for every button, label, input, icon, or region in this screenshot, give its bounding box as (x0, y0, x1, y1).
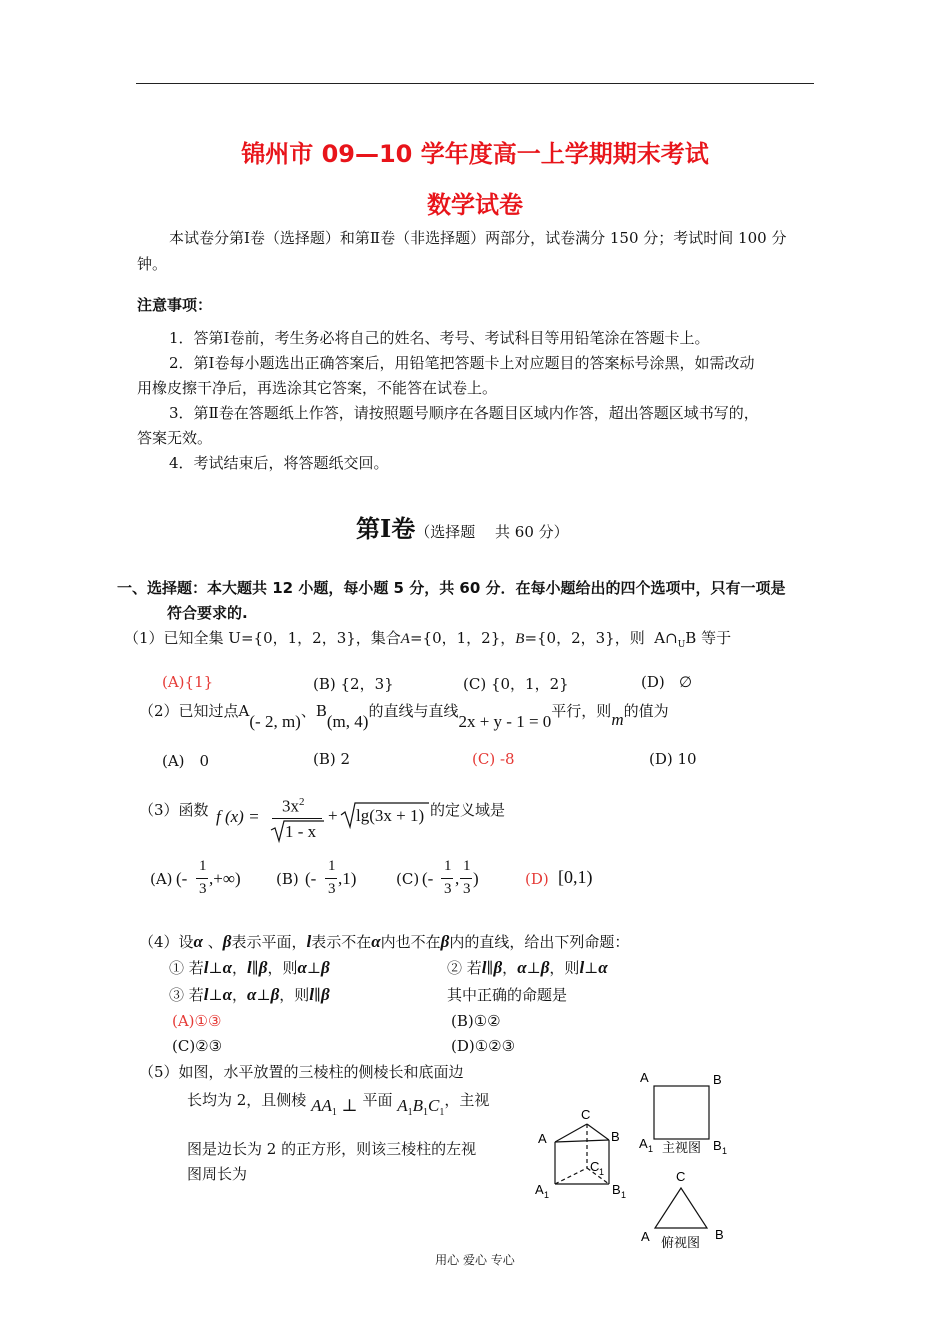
alpha-symbol: α (517, 958, 527, 977)
perp-symbol: ⊥ (208, 959, 223, 977)
perp-symbol: ⊥ (256, 986, 271, 1004)
l-symbol: l (203, 985, 209, 1004)
beta-symbol: β (440, 932, 450, 951)
front-label-a: A (640, 1070, 649, 1085)
q5-plane-sub-b: 1 (423, 1107, 429, 1118)
q4-proposition-3 (169, 984, 330, 1005)
q4-text-c: 表示不在 (311, 933, 372, 951)
q1-set-a: A (400, 631, 410, 647)
q2-text-d: 的值为 (623, 702, 669, 720)
perp-symbol: ⊥ (341, 1096, 358, 1115)
q5-text-a: 长均为 2，且侧棱 (187, 1091, 307, 1109)
question-2-stem (139, 700, 669, 731)
q3-option-b-three: 3 (328, 881, 336, 897)
perp-symbol: ⊥ (306, 959, 321, 977)
l-symbol: l (579, 958, 585, 977)
q2-text-a: （2）已知过点A (139, 702, 250, 720)
q1-option-d (641, 673, 692, 691)
q3-option-a-label: (A) (150, 870, 173, 888)
q4-p2-label: ② 若 (447, 959, 482, 977)
beta-symbol: β (540, 958, 550, 977)
q3-option-c-three: 3 (444, 881, 452, 897)
beta-symbol: β (222, 932, 232, 951)
q4-text-e: 内的直线，给出下列命题： (449, 933, 630, 951)
top-label-c: C (676, 1169, 686, 1184)
intro-line-1: 本试卷分第Ⅰ卷（选择题）和第Ⅱ卷（非选择题）两部分，试卷满分 150 分；考试时间 100 分 (169, 229, 787, 247)
q3-option-a-tail: ,+∞) (209, 869, 241, 888)
alpha-symbol: α (297, 958, 307, 977)
top-label-b: B (715, 1227, 724, 1242)
q3-plus: + (328, 806, 338, 825)
q4-proposition-2 (447, 957, 608, 978)
q5-plane-c: C (428, 1096, 440, 1115)
q3-option-a-one: 1 (199, 858, 207, 874)
q3-option-c-neg: (- (422, 869, 434, 888)
q3-option-b-tail: ,1) (338, 869, 357, 888)
front-label-a1: A (639, 1136, 648, 1151)
exam-subtitle: 数学试卷 (427, 191, 523, 219)
q3-num: 3x (282, 796, 299, 816)
front-label-b1: B (713, 1138, 722, 1153)
q1-text-c: ={0，2，3}，则 (524, 629, 645, 647)
q2-option-b: (B) 2 (313, 750, 351, 768)
question-1-stem (124, 627, 731, 650)
q5-edge-aa: AA (311, 1096, 332, 1115)
top-label-a: A (641, 1229, 650, 1244)
q1-complement-sub: U (677, 640, 686, 650)
q1-option-b: (B) {2，3} (313, 675, 394, 693)
q1-text-b: ={0，1，2}， (409, 629, 516, 647)
q4-option-d: (D)①②③ (451, 1037, 516, 1055)
q5-plane-a: A (397, 1096, 408, 1115)
q2-option-d: (D) 10 (649, 750, 697, 768)
note-4: 4．考试结束后，将答题纸交回。 (169, 454, 389, 472)
q5-line-3: 图是边长为 2 的正方形，则该三棱柱的左视 (187, 1140, 477, 1158)
then-word: ，则 (549, 959, 580, 977)
q3-option-c-one: 1 (444, 858, 452, 874)
q5-line-1: （5）如图，水平放置的三棱柱的侧棱长和底面边 (139, 1063, 464, 1081)
front-label-a1-sub: 1 (648, 1144, 654, 1154)
then-word: ，则 (267, 959, 298, 977)
parallel-symbol: ∥ (314, 986, 321, 1004)
q3-option-b-label: (B) (276, 870, 299, 888)
q3-option-c-bar (441, 878, 453, 879)
q5-edge-sub: 1 (331, 1107, 337, 1118)
section-1-title: 第Ⅰ卷 (356, 514, 416, 543)
question-4-stem (139, 931, 629, 952)
note-3a: 3．第Ⅱ卷在答题纸上作答，请按照题号顺序在各题目区域内作答，超出答题区域书写的， (169, 404, 759, 422)
intro-line-2: 钟。 (137, 255, 168, 273)
q4-text-a: （4）设 (139, 933, 194, 951)
q3-option-d-val: [0,1) (558, 867, 593, 887)
prism-label-b1-sub: 1 (621, 1190, 627, 1200)
front-view-square (654, 1086, 709, 1139)
q5-plane-sub-a: 1 (407, 1107, 413, 1118)
q3-option-b-one: 1 (328, 858, 336, 874)
q1-option-a: (A){1} (162, 673, 214, 691)
q1-option-c: (C) {0，1，2} (463, 675, 569, 693)
beta-symbol: β (320, 985, 330, 1004)
q5-line-2 (187, 1089, 490, 1118)
part-1-heading-1: 一、选择题：本大题共 12 小题，每小题 5 分，共 60 分．在每小题给出的四个选项中，只有一项是 (117, 579, 786, 597)
q1-text-d: A∩ (654, 629, 678, 647)
q3-option-c-three-2: 3 (463, 881, 471, 897)
q4-proposition-1 (169, 957, 330, 978)
l-symbol: l (247, 958, 252, 977)
comma: ， (232, 959, 248, 977)
q5-plane-sub-c: 1 (439, 1107, 445, 1118)
q3-numerator (282, 796, 305, 817)
l-symbol: l (203, 958, 209, 977)
prism-label-a1-sub: 1 (544, 1190, 550, 1200)
q2-text-sep: 、B (300, 702, 327, 720)
comma: ， (502, 959, 518, 977)
q4-p3-label: ③ 若 (169, 986, 204, 1004)
front-label-b: B (713, 1072, 722, 1087)
l-symbol: l (309, 985, 315, 1004)
prism-label-a1: A (535, 1182, 544, 1197)
exam-title: 锦州市 09—10 学年度高一上学期期末考试 (241, 140, 709, 168)
prism-figure (525, 1060, 755, 1260)
q4-text-b: 表示平面， (231, 933, 307, 951)
comma: ， (232, 986, 248, 1004)
q3-option-c-one-2: 1 (463, 858, 471, 874)
front-label-b1-sub: 1 (722, 1146, 728, 1156)
note-1: 1．答第Ⅰ卷前，考生务必将自己的姓名、考号、考试科目等用铅笔涂在答题卡上。 (169, 329, 710, 347)
q3-option-c-label: (C) (396, 870, 420, 888)
front-view-caption: 主视图 (662, 1141, 702, 1156)
alpha-symbol: α (222, 958, 233, 977)
q5-text-b: ，主视 (444, 1091, 490, 1109)
perp-symbol: ⊥ (208, 986, 223, 1004)
beta-symbol: β (493, 958, 503, 977)
prism-label-b1: B (612, 1182, 621, 1197)
q2-option-a: (A) 0 (162, 752, 210, 770)
alpha-symbol: α (598, 958, 608, 977)
q2-text-b: 的直线与直线 (368, 702, 459, 720)
q4-option-b: (B)①② (451, 1012, 501, 1030)
parallel-symbol: ∥ (251, 959, 259, 977)
note-3b: 答案无效。 (137, 429, 213, 447)
q1-text-a: （1）已知全集 U={0，1，2，3}，集合 (124, 629, 401, 647)
prism-label-c1: C (590, 1159, 600, 1174)
q3-option-a-bar (196, 878, 208, 879)
top-view-triangle (655, 1188, 707, 1228)
q3-option-a-three: 3 (199, 881, 207, 897)
q3-exponent: 2 (299, 796, 305, 808)
q4-p1-label: ① 若 (169, 959, 204, 977)
header-rule (136, 83, 814, 84)
part-1-heading-2: 符合要求的. (167, 604, 248, 622)
page-footer: 用心 爱心 专心 (435, 1253, 515, 1267)
q5-line-4: 图周长为 (187, 1165, 248, 1183)
q3-option-b-bar (325, 878, 337, 879)
empty-set-symbol: ∅ (679, 673, 693, 691)
section-1-subtitle: （选择题 共 60 分） (415, 523, 569, 541)
q2-text-c: 平行，则 (551, 702, 612, 720)
q3-option-c-tail: ) (473, 869, 479, 888)
beta-symbol: β (258, 958, 268, 977)
q4-sep: 、 (207, 933, 223, 951)
perp-symbol: ⊥ (584, 959, 599, 977)
beta-symbol: β (320, 958, 330, 977)
q4-option-c: (C)②③ (172, 1037, 223, 1055)
q3-label: （3）函数 (139, 801, 209, 819)
q3-option-a-neg: (- (176, 869, 188, 888)
then-word: ，则 (279, 986, 310, 1004)
parallel-symbol: ∥ (486, 959, 494, 977)
q2-point-b: (m, 4) (326, 712, 369, 731)
q5-plane-word: 平面 (362, 1091, 393, 1109)
l-symbol: l (306, 932, 312, 951)
alpha-symbol: α (247, 985, 257, 1004)
q3-option-c-mid: , (455, 869, 460, 888)
perp-symbol: ⊥ (526, 959, 541, 977)
q3-denominator: 1 - x (285, 822, 317, 841)
q3-fx: f (x) = (216, 807, 260, 826)
prism-label-b: B (611, 1129, 620, 1144)
prism-label-c: C (581, 1107, 591, 1122)
q2-var-m: m (611, 710, 624, 729)
q3-option-b-neg: (- (305, 869, 317, 888)
q3-option-d-label: (D) (525, 870, 549, 888)
notes-heading: 注意事项： (137, 296, 213, 314)
beta-symbol: β (270, 985, 280, 1004)
prism-label-c1-sub: 1 (599, 1167, 605, 1177)
q1-text-e: B 等于 (685, 629, 732, 647)
q1-set-b: B (515, 631, 525, 647)
q1-option-d-label: (D) (641, 673, 665, 691)
q5-plane-b: B (412, 1096, 424, 1115)
note-2b: 用橡皮擦干净后，再选涂其它答案，不能答在试卷上。 (137, 379, 498, 397)
q2-point-a: (- 2, m) (249, 712, 301, 731)
note-2a: 2．第Ⅰ卷每小题选出正确答案后，用铅笔把答题卡上对应题目的答案标号涂黑，如需改动 (169, 354, 755, 372)
l-symbol: l (481, 958, 487, 977)
q4-option-a: (A)①③ (172, 1012, 222, 1030)
top-view-caption: 俯视图 (661, 1236, 701, 1251)
alpha-symbol: α (371, 932, 381, 951)
q2-option-c: (C) -8 (472, 750, 515, 768)
q3-text-b: 的定义域是 (430, 801, 506, 819)
q3-root-body: lg(3x + 1) (356, 806, 425, 825)
prism-label-a: A (538, 1131, 547, 1146)
alpha-symbol: α (193, 932, 203, 951)
q2-line-equation: 2x + y - 1 = 0 (458, 712, 552, 731)
q4-text-d: 内也不在 (380, 933, 441, 951)
section-1-heading (356, 509, 569, 544)
q4-which-correct: 其中正确的命题是 (447, 986, 568, 1004)
q3-option-c-bar-2 (460, 878, 472, 879)
alpha-symbol: α (222, 985, 233, 1004)
